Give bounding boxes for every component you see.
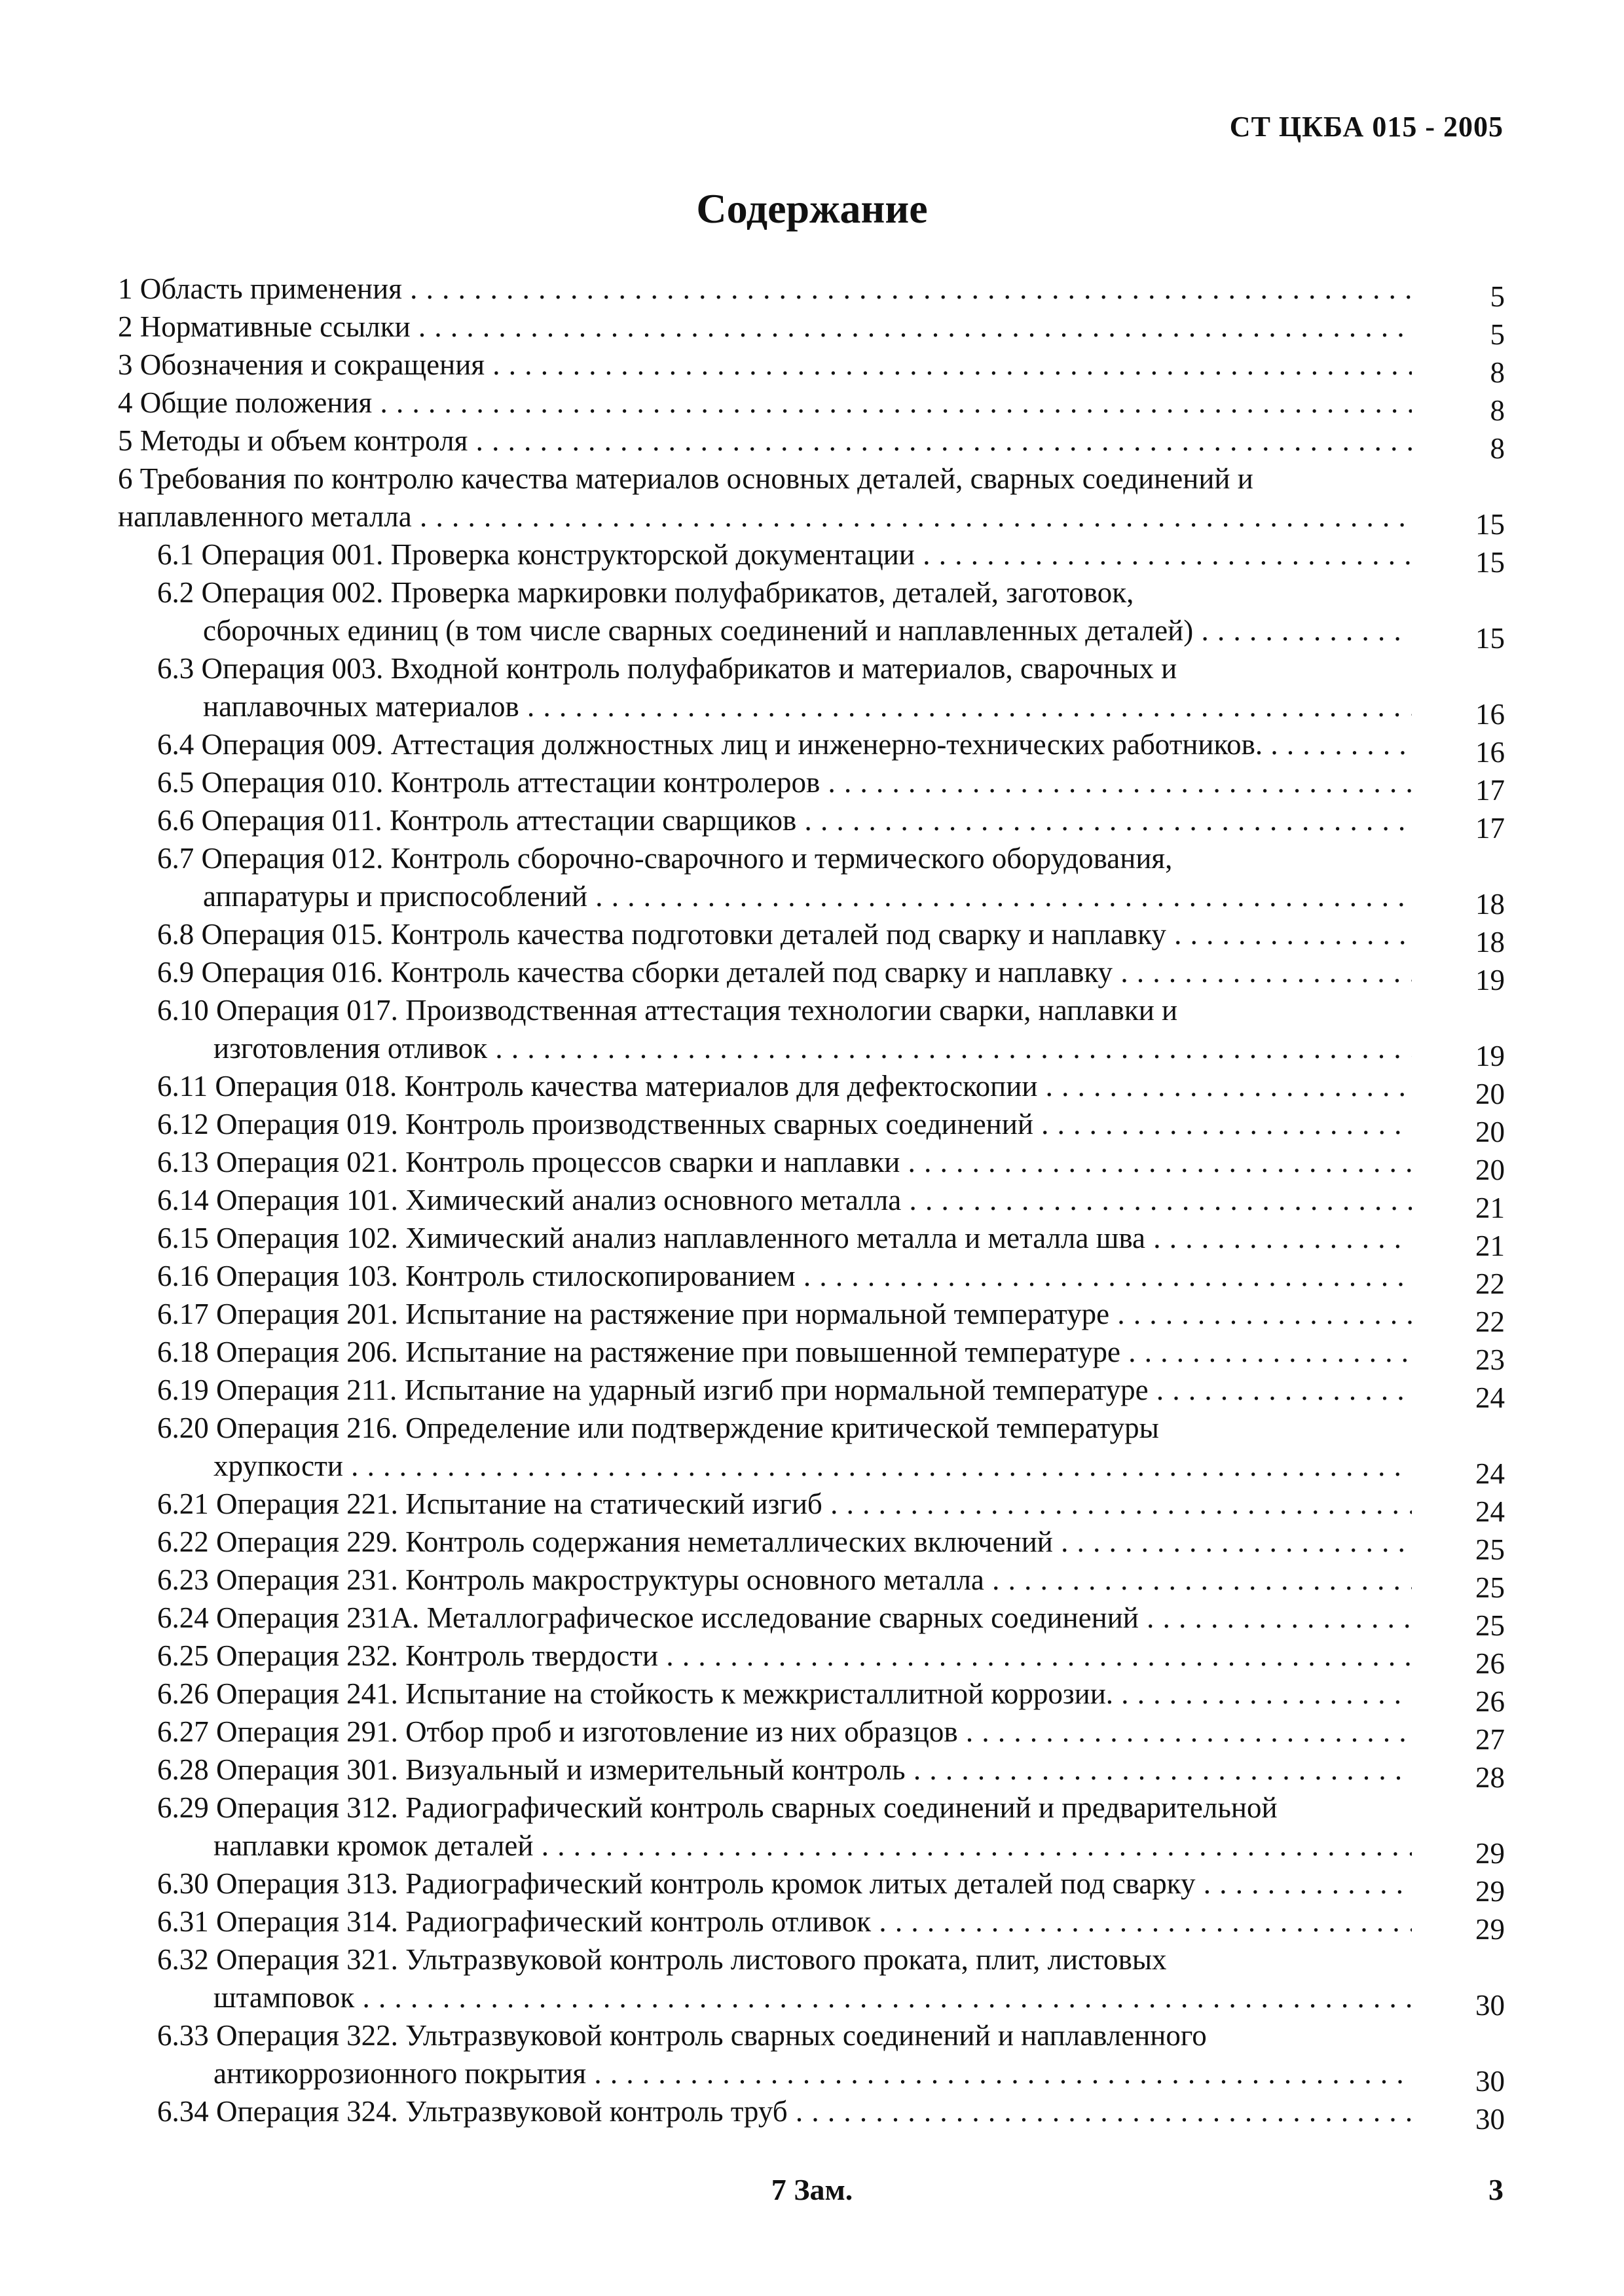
toc-entry-text: 3 Обозначения и сокращения . . . bbox=[118, 346, 1412, 384]
toc-entry bbox=[118, 1903, 1505, 1946]
toc-entry-text: 6.18 Операция 206. Испытание на растяжение при повышенной температуре . . . bbox=[118, 1333, 1412, 1371]
toc-entry bbox=[118, 1257, 1505, 1300]
toc-entry bbox=[118, 308, 1505, 351]
toc-entry-text: 1 Область применения . . . bbox=[118, 270, 1412, 308]
toc-entry-page: 8 bbox=[1490, 432, 1505, 465]
sheet-change-note: 7 Зам. bbox=[771, 2173, 853, 2206]
toc-entry-text: 6.10 Операция 017. Производственная аттестация технологии сварки, наплавки и bbox=[157, 994, 1178, 1027]
toc-entry-page: 20 bbox=[1475, 1078, 1505, 1110]
toc-entry-page: 28 bbox=[1475, 1761, 1505, 1794]
toc-entry-text: 6.15 Операция 102. Химический анализ наплавленного металла и металла шва . . . bbox=[118, 1219, 1412, 1257]
toc-entry-page: 23 bbox=[1475, 1343, 1505, 1376]
toc-entry-page: 18 bbox=[1475, 926, 1505, 958]
toc-entry-page: 22 bbox=[1475, 1305, 1505, 1338]
toc-entry-page: 21 bbox=[1475, 1230, 1505, 1262]
toc-entry bbox=[118, 536, 1505, 579]
toc-entry-page: 18 bbox=[1475, 888, 1505, 920]
toc-entry bbox=[118, 649, 1505, 731]
page-number: 3 bbox=[1488, 2173, 1504, 2206]
toc-entry-page: 19 bbox=[1475, 1040, 1505, 1072]
toc-entry bbox=[118, 1865, 1505, 1908]
toc-entry bbox=[118, 1485, 1505, 1528]
toc-entry-page: 22 bbox=[1475, 1267, 1505, 1300]
toc-entry bbox=[118, 953, 1505, 996]
toc-entry-text: 6.30 Операция 313. Радиографический контроль кромок литых деталей под сварку . . . bbox=[118, 1865, 1412, 1903]
toc-entry-page: 16 bbox=[1475, 736, 1505, 769]
toc-entry-page: 15 bbox=[1475, 508, 1505, 541]
toc-entry-page: 24 bbox=[1475, 1381, 1505, 1414]
toc-entry-text: 6.23 Операция 231. Контроль макроструктуры основного металла . . . bbox=[118, 1561, 1412, 1599]
toc-entry-text: 6.16 Операция 103. Контроль стилоскопированием . . . bbox=[118, 1257, 1412, 1295]
toc-entry bbox=[118, 991, 1505, 1072]
toc-entry-text: штамповок . . . bbox=[118, 1978, 1412, 2016]
toc-entry bbox=[118, 1599, 1505, 1642]
toc-entry-text: 6.29 Операция 312. Радиографический контроль сварных соединений и предварительной bbox=[157, 1791, 1278, 1824]
toc-entry-text: хрупкости . . . bbox=[118, 1447, 1412, 1485]
toc-entry-text: 6.4 Операция 009. Аттестация должностных лиц и инженерно-технических работников. . . . bbox=[118, 725, 1412, 763]
toc-entry-page: 17 bbox=[1475, 812, 1505, 845]
toc-entry-page: 30 bbox=[1475, 1989, 1505, 2022]
toc-entry-text: 6.31 Операция 314. Радиографический контроль отливок . . . bbox=[118, 1903, 1412, 1941]
toc-entry-page: 26 bbox=[1475, 1647, 1505, 1680]
toc-entry bbox=[118, 1409, 1505, 1490]
toc-entry bbox=[118, 1523, 1505, 1566]
toc-entry-page: 27 bbox=[1475, 1723, 1505, 1756]
toc-entry-text: 6.21 Операция 221. Испытание на статический изгиб . . . bbox=[118, 1485, 1412, 1523]
toc-entry bbox=[118, 1067, 1505, 1110]
toc-entry-text: 6.12 Операция 019. Контроль производственных сварных соединений . . . bbox=[118, 1105, 1412, 1143]
toc-entry-text: 6.22 Операция 229. Контроль содержания неметаллических включений . . . bbox=[118, 1523, 1412, 1561]
toc-entry bbox=[118, 1143, 1505, 1186]
toc-entry-text: 6.6 Операция 011. Контроль аттестации сварщиков . . . bbox=[118, 801, 1412, 839]
toc-entry bbox=[118, 2016, 1505, 2098]
toc-entry-text: антикоррозионного покрытия . . . bbox=[118, 2054, 1412, 2092]
toc-entry bbox=[118, 1219, 1505, 1262]
toc-entry-page: 15 bbox=[1475, 546, 1505, 579]
toc-entry-text: 6.5 Операция 010. Контроль аттестации контролеров . . . bbox=[118, 763, 1412, 801]
toc-entry-page: 26 bbox=[1475, 1685, 1505, 1718]
toc-entry bbox=[118, 574, 1505, 655]
toc-entry-page: 20 bbox=[1475, 1116, 1505, 1148]
toc-entry bbox=[118, 422, 1505, 465]
toc-entry-page: 19 bbox=[1475, 964, 1505, 996]
toc-entry bbox=[118, 1751, 1505, 1794]
toc-entry-text: 6.24 Операция 231А. Металлографическое исследование сварных соединений . . . bbox=[118, 1599, 1412, 1637]
toc-entry bbox=[118, 1675, 1505, 1718]
toc-entry-text: 6.13 Операция 021. Контроль процессов сварки и наплавки . . . bbox=[118, 1143, 1412, 1181]
toc-entry-text: 5 Методы и объем контроля . . . bbox=[118, 422, 1412, 460]
toc-entry-page: 30 bbox=[1475, 2065, 1505, 2098]
toc-entry-page: 8 bbox=[1490, 394, 1505, 427]
toc-entry bbox=[118, 1371, 1505, 1414]
toc-entry-page: 17 bbox=[1475, 774, 1505, 807]
toc-entry bbox=[118, 801, 1505, 845]
toc-entry-text: 6.27 Операция 291. Отбор проб и изготовление из них образцов . . . bbox=[118, 1713, 1412, 1751]
toc-entry-text: 2 Нормативные ссылки . . . bbox=[118, 308, 1412, 346]
toc-entry-text: 6.26 Операция 241. Испытание на стойкость к межкристаллитной коррозии. . . . bbox=[118, 1675, 1412, 1713]
toc-entry-text: изготовления отливок . . . bbox=[118, 1029, 1412, 1067]
toc-entry-page: 24 bbox=[1475, 1495, 1505, 1528]
toc-entry bbox=[118, 915, 1505, 958]
toc-entry-page: 21 bbox=[1475, 1192, 1505, 1224]
toc-entry bbox=[118, 1561, 1505, 1604]
toc-entry-page: 16 bbox=[1475, 698, 1505, 731]
toc-entry-page: 29 bbox=[1475, 1913, 1505, 1946]
toc-entry bbox=[118, 1333, 1505, 1376]
toc-entry-page: 5 bbox=[1490, 280, 1505, 313]
toc-entry bbox=[118, 1713, 1505, 1756]
toc-entry-text: наплавочных материалов . . . bbox=[118, 687, 1412, 725]
toc-entry-text: аппаратуры и приспособлений . . . bbox=[118, 877, 1412, 915]
toc-entry-text: 6.2 Операция 002. Проверка маркировки полуфабрикатов, деталей, заготовок, bbox=[157, 576, 1134, 609]
toc-entry bbox=[118, 460, 1505, 541]
toc-entry-text: 6.3 Операция 003. Входной контроль полуфабрикатов и материалов, сварочных и bbox=[157, 652, 1177, 685]
toc-entry bbox=[118, 725, 1505, 769]
toc-entry-text: 6.32 Операция 321. Ультразвуковой контроль листового проката, плит, листовых bbox=[157, 1943, 1167, 1976]
toc-entry-text: 6.11 Операция 018. Контроль качества материалов для дефектоскопии . . . bbox=[118, 1067, 1412, 1105]
toc-entry-page: 29 bbox=[1475, 1837, 1505, 1870]
toc-entry-page: 30 bbox=[1475, 2103, 1505, 2136]
toc-entry-page: 25 bbox=[1475, 1533, 1505, 1566]
toc-entry bbox=[118, 346, 1505, 389]
toc-entry-text: 6.1 Операция 001. Проверка конструкторской документации . . . bbox=[118, 536, 1412, 574]
table-of-contents bbox=[118, 270, 1505, 2136]
toc-entry-page: 20 bbox=[1475, 1154, 1505, 1186]
toc-entry bbox=[118, 2092, 1505, 2136]
toc-entry-text: 6.14 Операция 101. Химический анализ основного металла . . . bbox=[118, 1181, 1412, 1219]
toc-entry bbox=[118, 839, 1505, 920]
toc-entry-text: 6.25 Операция 232. Контроль твердости . . . bbox=[118, 1637, 1412, 1675]
toc-entry-text: 6.34 Операция 324. Ультразвуковой контроль труб . . . bbox=[118, 2092, 1412, 2130]
toc-entry-page: 8 bbox=[1490, 356, 1505, 389]
toc-entry-text: 6.20 Операция 216. Определение или подтверждение критической температуры bbox=[157, 1412, 1159, 1444]
toc-entry bbox=[118, 1295, 1505, 1338]
toc-entry bbox=[118, 763, 1505, 807]
toc-entry bbox=[118, 1181, 1505, 1224]
toc-entry bbox=[118, 1789, 1505, 1870]
toc-entry bbox=[118, 1637, 1505, 1680]
toc-entry-page: 15 bbox=[1475, 622, 1505, 655]
toc-entry-text: 6.8 Операция 015. Контроль качества подготовки деталей под сварку и наплавку . . . bbox=[118, 915, 1412, 953]
toc-entry-text: 6.7 Операция 012. Контроль сборочно-сварочного и термического оборудования, bbox=[157, 842, 1173, 875]
toc-entry-page: 25 bbox=[1475, 1609, 1505, 1642]
toc-entry bbox=[118, 270, 1505, 313]
page-title: Содержание bbox=[696, 185, 928, 232]
toc-entry-text: 6.9 Операция 016. Контроль качества сборки деталей под сварку и наплавку . . . bbox=[118, 953, 1412, 991]
toc-entry bbox=[118, 1941, 1505, 2022]
toc-entry-page: 29 bbox=[1475, 1875, 1505, 1908]
toc-entry-text: 6.19 Операция 211. Испытание на ударный изгиб при нормальной температуре . . . bbox=[118, 1371, 1412, 1409]
toc-entry-text: 6.28 Операция 301. Визуальный и измерительный контроль . . . bbox=[118, 1751, 1412, 1789]
toc-entry-page: 5 bbox=[1490, 318, 1505, 351]
toc-entry-page: 24 bbox=[1475, 1457, 1505, 1490]
toc-entry-text: 6.17 Операция 201. Испытание на растяжение при нормальной температуре . . . bbox=[118, 1295, 1412, 1333]
toc-entry-text: 6 Требования по контролю качества материалов основных деталей, сварных соединений и bbox=[118, 462, 1253, 495]
toc-entry-text: наплавленного металла . . . bbox=[118, 498, 1412, 536]
document-code: СТ ЦКБА 015 - 2005 bbox=[1229, 111, 1504, 143]
toc-entry-page: 25 bbox=[1475, 1571, 1505, 1604]
toc-entry-text: 6.33 Операция 322. Ультразвуковой контроль сварных соединений и наплавленного bbox=[157, 2019, 1207, 2052]
toc-entry-text: сборочных единиц (в том числе сварных соединений и наплавленных деталей) . . . bbox=[118, 611, 1412, 649]
toc-entry bbox=[118, 384, 1505, 427]
toc-entry-text: 4 Общие положения . . . bbox=[118, 384, 1412, 422]
toc-entry bbox=[118, 1105, 1505, 1148]
toc-entry-text: наплавки кромок деталей . . . bbox=[118, 1827, 1412, 1865]
